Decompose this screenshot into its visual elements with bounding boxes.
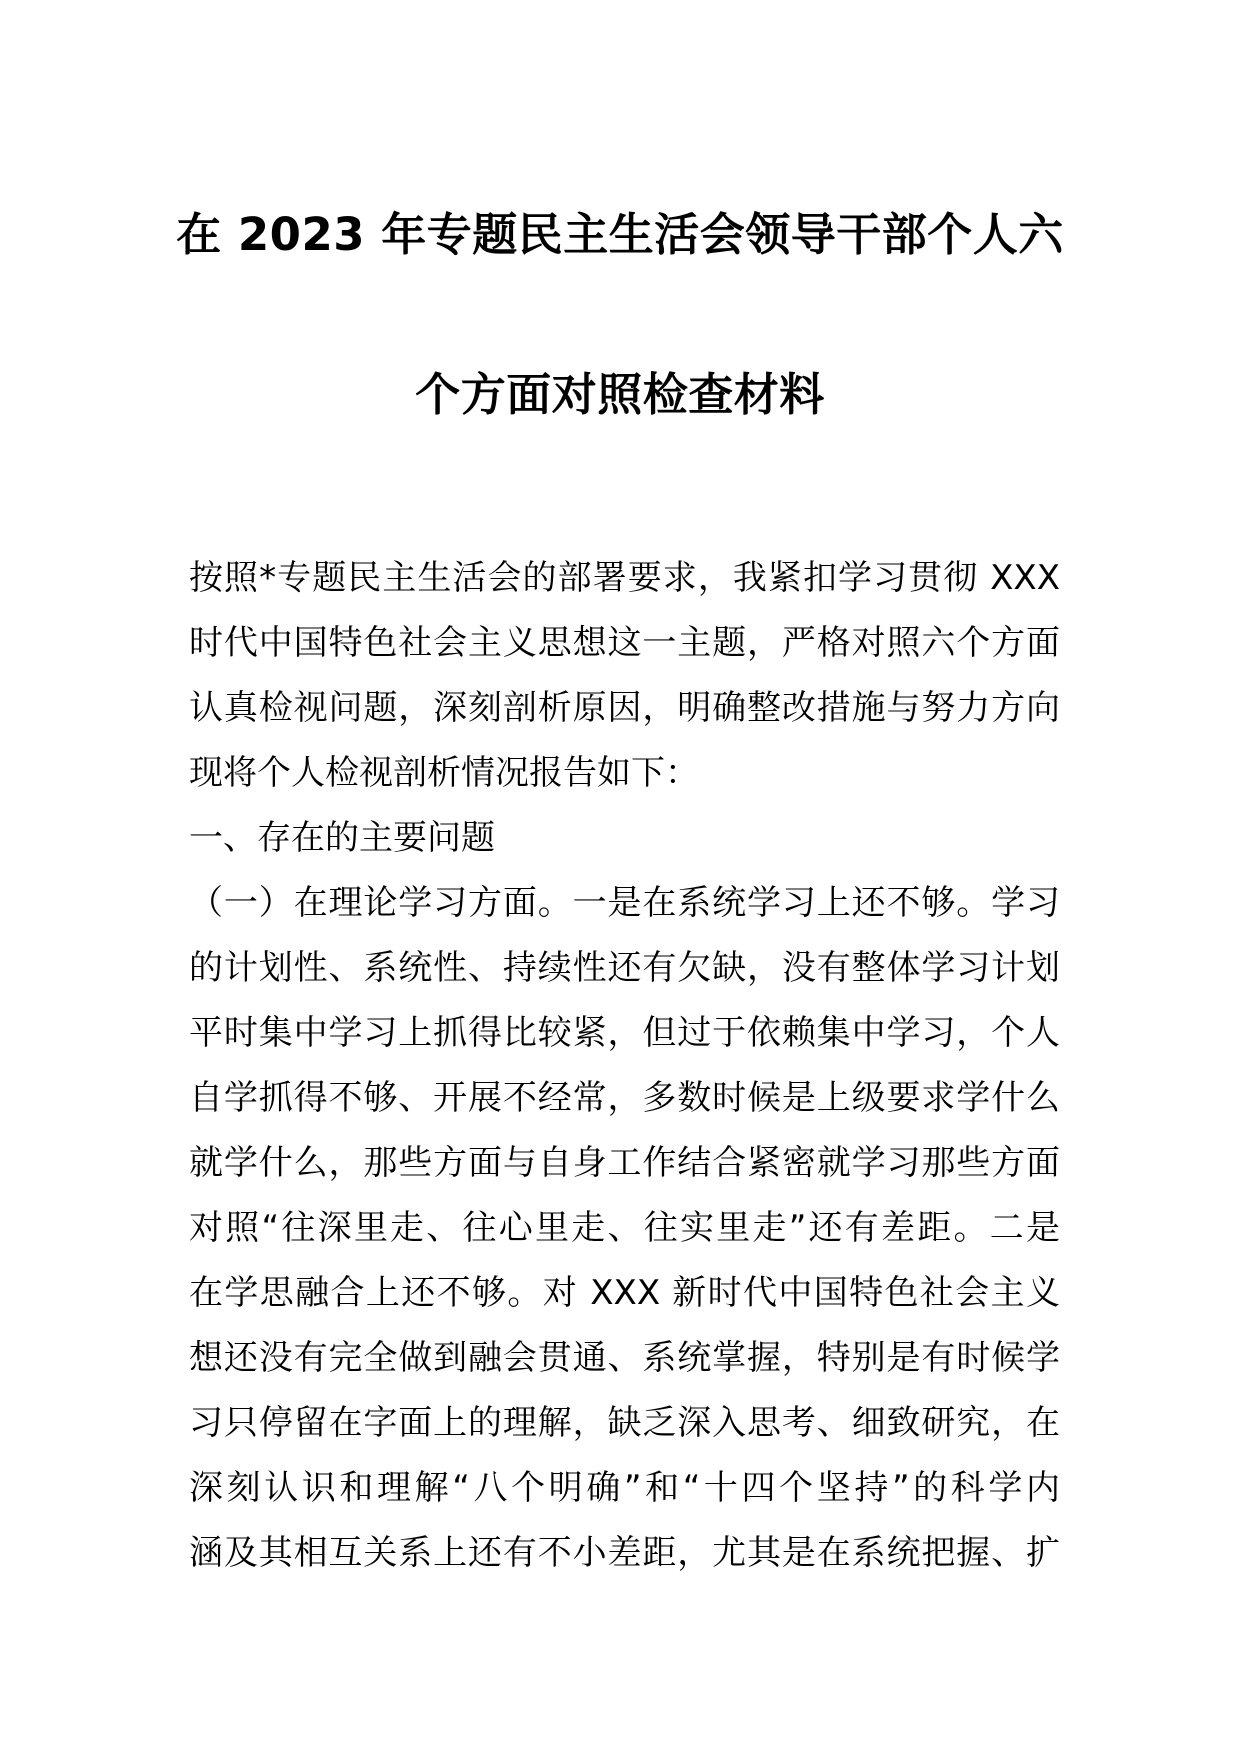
intro-paragraph-line: 现将个人检视剖析情况报告如下：: [189, 753, 699, 793]
section-paragraph-line: 深刻认识和理解“八个明确”和“十四个坚持”的科学内: [189, 1468, 1060, 1508]
section-paragraph-line: 平时集中学习上抓得比较紧，但过于依赖集中学习，个人: [189, 1013, 1060, 1053]
document-title: [0, 155, 1240, 475]
section-paragraph-line: 就学什么，那些方面与自身工作结合紧密就学习那些方面: [189, 1143, 1060, 1183]
section-heading: 一、存在的主要问题: [189, 818, 495, 858]
document-title-line-2: 个方面对照检查材料: [415, 368, 825, 421]
section-paragraph-line: 对照“往深里走、往心里走、往实里走”还有差距。二是: [189, 1208, 1060, 1248]
section-paragraph-line: 在学思融合上还不够。对 XXX 新时代中国特色社会主义: [189, 1273, 1060, 1313]
intro-paragraph-line: 时代中国特色社会主义思想这一主题，严格对照六个方面: [189, 623, 1060, 663]
document-title-line-1: 在 2023 年专题民主生活会领导干部个人六: [176, 208, 1064, 261]
document-body: [189, 546, 1060, 1586]
section-paragraph-line: 习只停留在字面上的理解，缺乏深入思考、细致研究，在: [189, 1403, 1060, 1443]
section-paragraph-line: 的计划性、系统性、持续性还有欠缺，没有整体学习计划: [189, 948, 1060, 988]
section-paragraph-line: （一）在理论学习方面。一是在系统学习上还不够。学习: [189, 883, 1060, 923]
section-paragraph-line: 涵及其相互关系上还有不小差距，尤其是在系统把握、扩: [189, 1533, 1060, 1573]
intro-paragraph-line: 按照*专题民主生活会的部署要求，我紧扣学习贯彻 XXX: [189, 558, 1060, 598]
intro-paragraph-line: 认真检视问题，深刻剖析原因，明确整改措施与努力方向: [189, 688, 1060, 728]
section-paragraph-line: 自学抓得不够、开展不经常，多数时候是上级要求学什么: [189, 1078, 1060, 1118]
section-paragraph-line: 想还没有完全做到融会贯通、系统掌握，特别是有时候学: [189, 1338, 1060, 1378]
